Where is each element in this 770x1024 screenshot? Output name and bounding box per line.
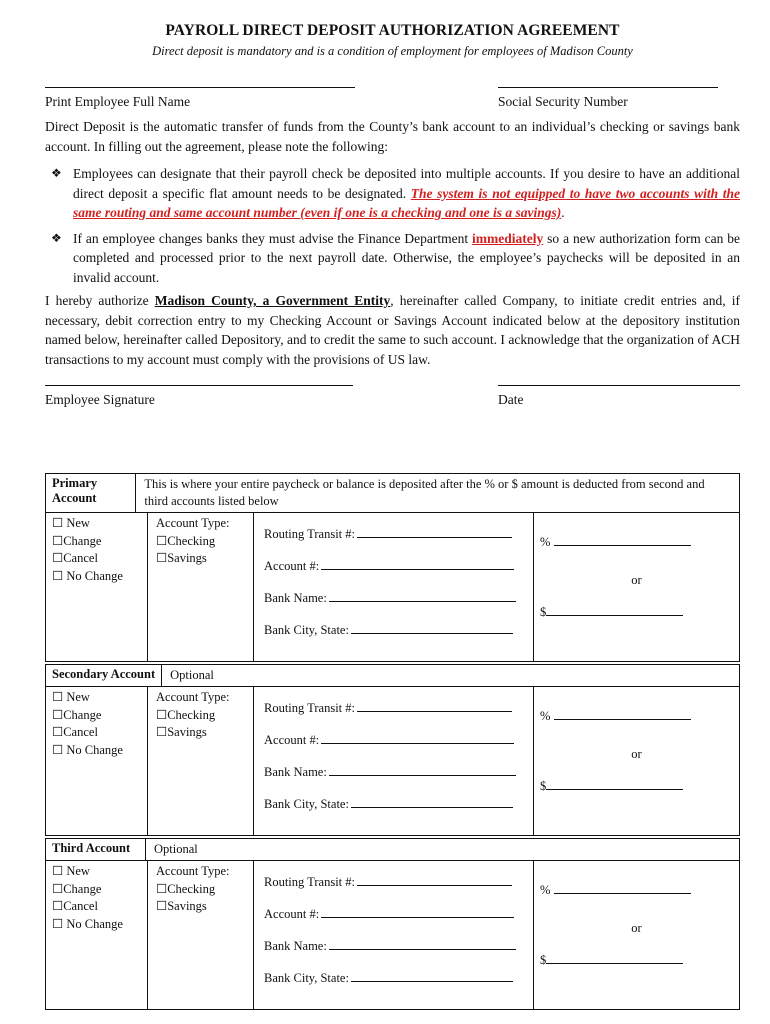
bank-city-field[interactable]: Bank City, State:: [264, 971, 513, 986]
or-label: or: [631, 573, 642, 587]
action-options: [46, 861, 148, 1009]
primary-account-box: [45, 473, 740, 662]
employee-name-label: Print Employee Full Name: [45, 94, 191, 109]
bank-details: [253, 861, 534, 1009]
page-title: PAYROLL DIRECT DEPOSIT AUTHORIZATION AGREEMENT: [165, 22, 620, 39]
authorization-paragraph: I hereby authorize Madison County, a Government Entity, hereinafter called Company, to initiate credit entries and, if necessary, debit correction entry to my Checking Account or Savings Account indicated below at the depository institution named below, hereinafter called Depository, and to credit the same to such account. I acknowledge that the organization of ACH transactions to my account must comply with the provisions of US law.: [45, 293, 741, 367]
document: [45, 22, 740, 417]
diamond-bullet-icon: ❖: [51, 230, 62, 245]
option-change-checkbox[interactable]: ☐Change: [52, 533, 102, 548]
ssn-label: Social Security Number: [498, 94, 628, 109]
option-no-change-checkbox[interactable]: ☐ No Change: [52, 742, 123, 757]
signature-line[interactable]: [45, 385, 353, 386]
entity-name: Madison County, a Government Entity: [154, 293, 391, 308]
action-options: [46, 687, 148, 835]
secondary-account-description: Optional: [170, 668, 214, 682]
bank-details: [253, 687, 534, 835]
option-cancel-checkbox[interactable]: ☐Cancel: [52, 551, 98, 565]
option-change-checkbox[interactable]: ☐Change: [52, 707, 102, 722]
page-subtitle: Direct deposit is mandatory and is a condition of employment for employees of Madison County: [152, 44, 633, 58]
account-type-label: Account Type:: [156, 516, 230, 530]
primary-account-title: Primary Account: [46, 474, 136, 512]
percent-field[interactable]: %: [540, 535, 691, 550]
percent-field[interactable]: %: [540, 709, 691, 724]
option-cancel-checkbox[interactable]: ☐Cancel: [52, 725, 98, 739]
option-cancel-checkbox[interactable]: ☐Cancel: [52, 899, 98, 913]
savings-checkbox[interactable]: ☐Savings: [156, 551, 207, 565]
bank-name-field[interactable]: Bank Name:: [264, 939, 516, 954]
option-no-change-checkbox[interactable]: ☐ No Change: [52, 568, 123, 583]
checking-checkbox[interactable]: ☐Checking: [156, 707, 216, 722]
third-account-title: Third Account: [46, 839, 146, 860]
notes-list: [45, 164, 740, 287]
bank-city-field[interactable]: Bank City, State:: [264, 623, 513, 638]
date-line[interactable]: [498, 385, 740, 386]
savings-checkbox[interactable]: ☐Savings: [156, 899, 207, 913]
routing-field[interactable]: Routing Transit #:: [264, 701, 512, 716]
account-type: [148, 861, 253, 1009]
diamond-bullet-icon: ❖: [51, 166, 62, 180]
intro-paragraph: Direct Deposit is the automatic transfer of funds from the County’s bank account to an individual’s checking or savings bank account. In filling out the agreement, please note the following:: [45, 119, 740, 154]
account-number-field[interactable]: Account #:: [264, 559, 514, 574]
secondary-account-box: [45, 664, 740, 836]
or-label: or: [631, 747, 642, 761]
account-type-label: Account Type:: [156, 864, 230, 878]
option-new-checkbox[interactable]: ☐ New: [52, 690, 90, 704]
date-label: Date: [498, 392, 524, 407]
action-options: [46, 513, 148, 661]
amount-section: [534, 513, 739, 661]
dollar-field[interactable]: $: [540, 605, 683, 620]
or-label: or: [631, 921, 642, 935]
warning-text: The system is not equipped to have two accounts with the same routing and same account number (even if one is a checking and one is a savings): [73, 185, 741, 220]
bank-name-field[interactable]: Bank Name:: [264, 765, 516, 780]
account-type: [148, 513, 253, 661]
employee-name-line[interactable]: [45, 87, 355, 88]
option-new-checkbox[interactable]: ☐ New: [52, 864, 90, 878]
percent-field[interactable]: %: [540, 883, 691, 898]
account-number-field[interactable]: Account #:: [264, 733, 514, 748]
list-item: ❖ Employees can designate that their payroll check be deposited into multiple accounts. If you desire to have an additional direct deposit a specific flat amount needs to be designated. The system is not equipped to have two accounts with the same routing and same account number (even if one is a checking and one is a savings).: [51, 166, 741, 220]
bank-name-field[interactable]: Bank Name:: [264, 591, 516, 606]
ssn-line[interactable]: [498, 87, 718, 88]
third-account-description: Optional: [154, 842, 198, 856]
name-ssn-row: [45, 81, 740, 119]
routing-field[interactable]: Routing Transit #:: [264, 527, 512, 542]
account-number-field[interactable]: Account #:: [264, 907, 514, 922]
savings-checkbox[interactable]: ☐Savings: [156, 725, 207, 739]
amount-section: [534, 861, 739, 1009]
checking-checkbox[interactable]: ☐Checking: [156, 881, 216, 896]
signature-label: Employee Signature: [45, 392, 155, 407]
list-item: ❖ If an employee changes banks they must advise the Finance Department immediately so a new authorization form can be completed and processed prior to the next payroll date. Otherwise, the employee’s paychecks will be deposited in an invalid account.: [51, 230, 741, 285]
option-no-change-checkbox[interactable]: ☐ No Change: [52, 916, 123, 931]
account-type: [148, 687, 253, 835]
secondary-account-title: Secondary Account: [46, 665, 162, 686]
option-new-checkbox[interactable]: ☐ New: [52, 516, 90, 530]
amount-section: [534, 687, 739, 835]
emphasis-text: immediately: [472, 230, 544, 246]
bank-details: [253, 513, 534, 661]
dollar-field[interactable]: $: [540, 953, 683, 968]
signature-date-row: [45, 379, 740, 417]
routing-field[interactable]: Routing Transit #:: [264, 875, 512, 890]
third-account-box: [45, 838, 740, 1010]
option-change-checkbox[interactable]: ☐Change: [52, 881, 102, 896]
bank-city-field[interactable]: Bank City, State:: [264, 797, 513, 812]
dollar-field[interactable]: $: [540, 779, 683, 794]
account-type-label: Account Type:: [156, 690, 230, 704]
primary-account-description: This is where your entire paycheck or balance is deposited after the % or $ amount is deducted from second and third accounts listed below: [144, 477, 705, 508]
checking-checkbox[interactable]: ☐Checking: [156, 533, 216, 548]
